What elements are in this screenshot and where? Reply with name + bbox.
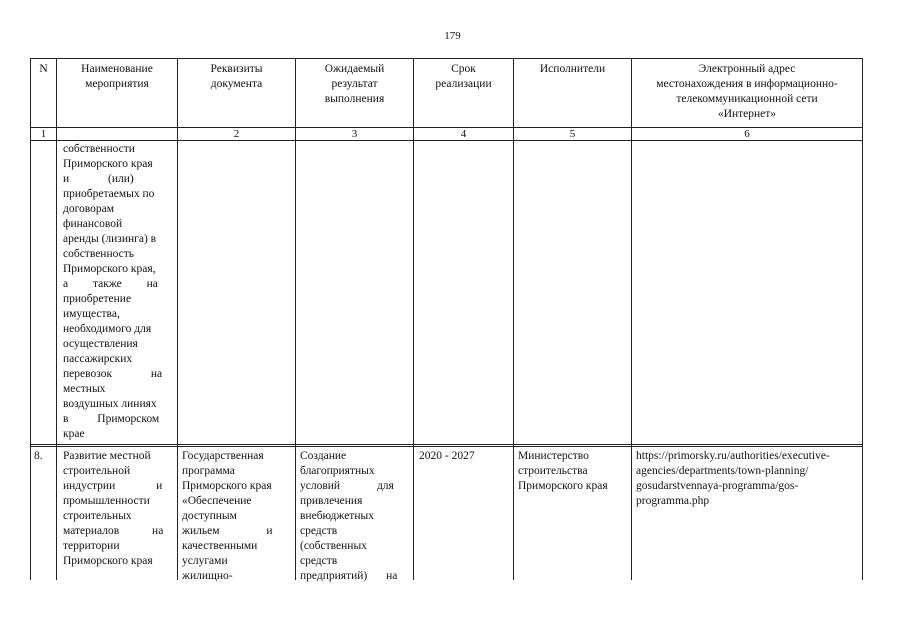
- row8-executors: Министерство строительства Приморского края: [518, 450, 608, 492]
- row-cont-name: собственности Приморского края и (или) приобретаемых по договорам финансовой аренды (лизинга) в собственность Приморского края, а также на приобретение имущества, необходимого для осуществления пассажирских перевозок на местных воздушных линиях в Приморском крае: [63, 143, 163, 440]
- header-col-result: Ожидаемый результат выполнения: [324, 63, 385, 105]
- col-number-1: 1: [40, 128, 47, 140]
- col-number-3: 3: [351, 128, 358, 140]
- page-number: 179: [444, 30, 461, 42]
- row8-result: Создание благоприятных условий для привлечения внебюджетных средств (собственных средств предприятий) на: [300, 450, 398, 582]
- row8-term: 2020 - 2027: [419, 450, 475, 462]
- row8-url: https://primorsky.ru/authorities/executive- agencies/departments/town-planning/ gosudarstvennaya-programma/gos- programma.php: [636, 450, 830, 507]
- col-number-4: 4: [460, 128, 467, 140]
- row8-name: Развитие местной строительной индустрии и промышленности строительных материалов на территории Приморского края: [63, 450, 164, 567]
- row8-number: 8.: [34, 450, 43, 462]
- header-col-doc: Реквизиты документа: [210, 63, 263, 90]
- col-number-2: 2: [233, 128, 240, 140]
- header-col-url: Электронный адрес местонахождения в информационно- телекоммуникационной сети «Интернет»: [656, 63, 838, 120]
- row8-document: Государственная программа Приморского края «Обеспечение доступным жильем и качественными услугами жилищно-: [182, 450, 273, 582]
- header-col-n: N: [39, 63, 48, 75]
- col-number-6: 6: [744, 128, 750, 140]
- header-col-exec: Исполнители: [539, 63, 606, 75]
- col-number-5: 5: [569, 128, 576, 140]
- header-col-name: Наименование мероприятия: [81, 63, 153, 90]
- header-col-term: Срок реализации: [435, 63, 492, 90]
